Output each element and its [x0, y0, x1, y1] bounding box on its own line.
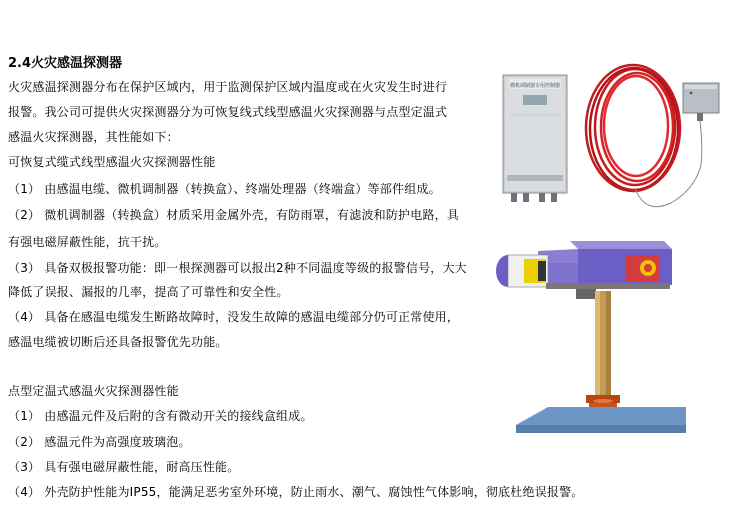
point-item-3: （3） 具有强电磁屏蔽性能，耐高压性能。 [8, 460, 240, 474]
linear-detector-image [495, 55, 735, 225]
intro-line-1: 火灾感温探测器分布在保护区域内，用于监测保护区域内温度或在火灾发生时进行 [8, 80, 448, 94]
point-item-4: （4） 外壳防护性能为IP55，能满足恶劣室外环境，防止雨水、潮气、腐蚀性气体影响，彻底杜绝误报警。 [8, 485, 584, 499]
linear-item-4: （4） 具备在感温电缆发生断路故障时，没发生故障的感温电缆部分仍可正常使用， [8, 310, 460, 324]
intro-line-2: 报警。我公司可提供火灾探测器分为可恢复线式线型感温火灾探测器与点型定温式 [8, 105, 448, 119]
point-item-2: （2） 感温元件为高强度玻璃泡。 [8, 435, 191, 449]
point-item-1: （1） 由感温元件及后附的含有微动开关的接线盒组成。 [8, 409, 313, 423]
linear-heading: 可恢复式缆式线型感温火灾探测器性能 [8, 155, 216, 169]
point-heading: 点型定温式感温火灾探测器性能 [8, 384, 179, 398]
linear-item-3: （3） 具备双极报警功能：即一根探测器可以报出2种不同温度等级的报警信号，大大 [8, 261, 467, 275]
linear-item-2-cont: 有强电磁屏蔽性能，抗干扰。 [8, 235, 167, 249]
intro-line-3: 感温火灾探测器，其性能如下： [8, 130, 179, 144]
linear-item-1: （1） 由感温电缆、微机调制器（转换盒）、终端处理器（终端盒）等部件组成。 [8, 182, 441, 196]
linear-item-2: （2） 微机调制器（转换盒）材质采用金属外壳，有防雨罩，有滤波和防护电路，具 [8, 208, 460, 222]
section-title: 2.4火灾感温探测器 [8, 56, 123, 71]
point-detector-image [488, 235, 693, 445]
svg-text:微机调制器专用控制器: 微机调制器专用控制器 [509, 83, 561, 89]
linear-item-3-cont: 降低了误报、漏报的几率，提高了可靠性和安全性。 [8, 285, 289, 299]
linear-item-4-cont: 感温电缆被切断后还具备报警优先功能。 [8, 335, 228, 349]
